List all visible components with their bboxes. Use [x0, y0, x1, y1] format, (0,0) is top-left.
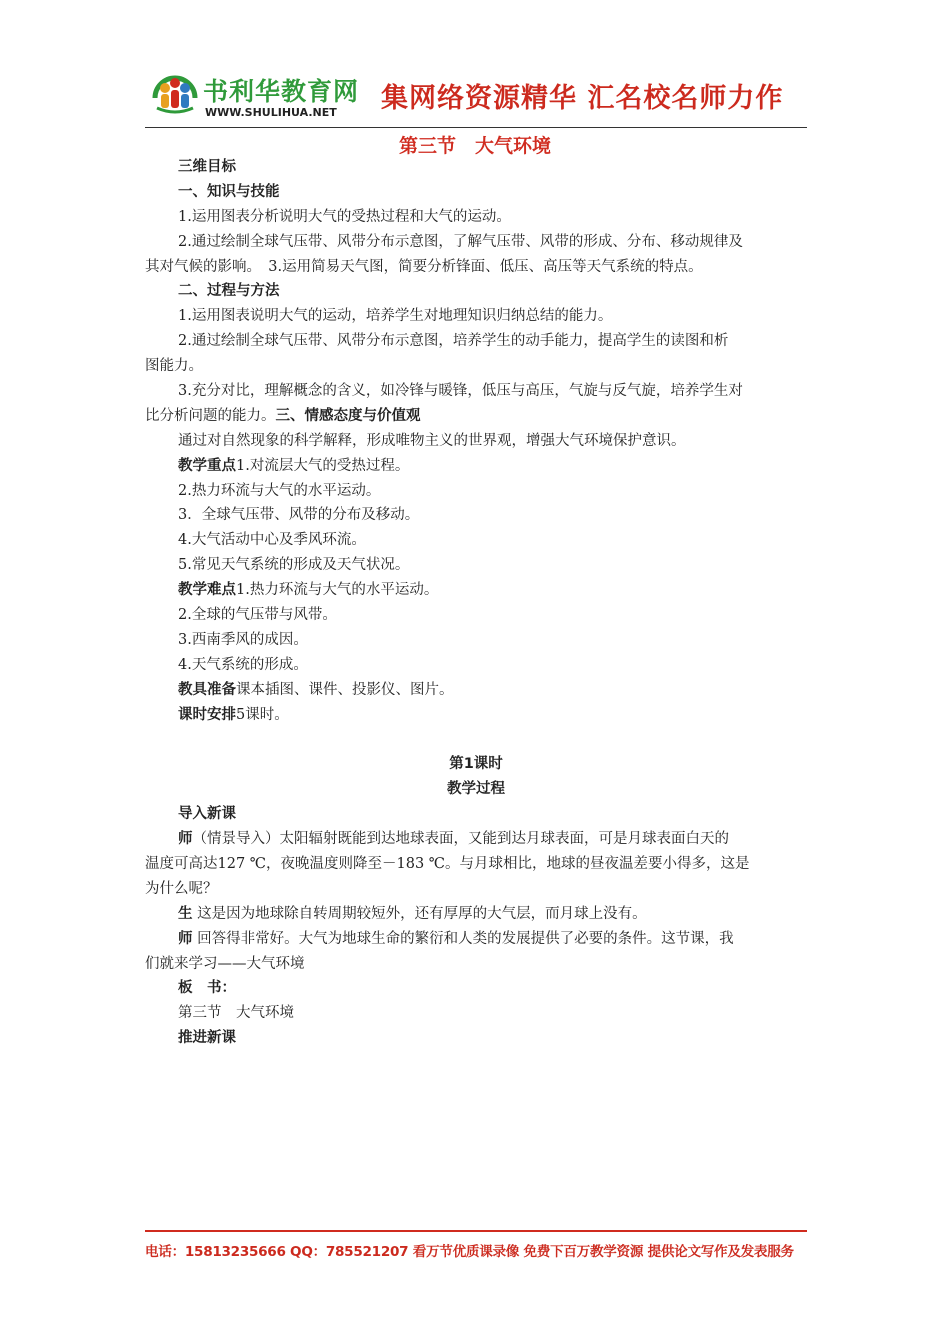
line-text: 2.全球的气压带与风带。: [178, 607, 337, 624]
footer-divider: [145, 1230, 807, 1232]
text-line: [145, 927, 807, 952]
bold-label: 推进新课: [178, 1030, 236, 1047]
text-line: [145, 603, 807, 628]
text-line: [145, 354, 807, 379]
line-text: 第三节 大气环境: [178, 1005, 294, 1022]
line-text: 课本插图、课件、投影仪、图片。: [236, 681, 454, 698]
line-text: 5.常见天气系统的形成及天气状况。: [178, 557, 410, 574]
line-text: 这是因为地球除自转周期较短外，还有厚厚的大气层，而月球上没有。: [192, 905, 647, 922]
bold-label: 教具准备: [178, 681, 236, 698]
line-text: 5课时。: [236, 706, 289, 723]
text-line: [145, 752, 807, 777]
text-line: [145, 279, 807, 304]
brand-url: WWW.SHULIHUA.NET: [205, 106, 337, 119]
text-line: [145, 304, 807, 329]
bold-label: 二、过程与方法: [178, 283, 280, 300]
text-line: [145, 628, 807, 653]
line-text: 2.通过绘制全球气压带、风带分布示意图，了解气压带、风带的形成、分布、移动规律及: [178, 233, 743, 250]
text-line: [145, 1026, 807, 1051]
text-line: [145, 777, 807, 802]
line-text: 1.运用图表说明大气的运动，培养学生对地理知识归纳总结的能力。: [178, 308, 613, 325]
line-text: 2.热力环流与大气的水平运动。: [178, 482, 381, 499]
text-line: [145, 1001, 807, 1026]
text-line: [145, 454, 807, 479]
text-line: [145, 553, 807, 578]
text-line: [145, 802, 807, 827]
text-line: [145, 703, 807, 728]
bold-label: 一、知识与技能: [178, 183, 280, 200]
bold-label: 教学重点: [178, 457, 236, 474]
text-line: [145, 429, 807, 454]
text-line: [145, 255, 807, 280]
line-text: 们就来学习——大气环境: [145, 955, 305, 972]
bold-label: 三、情感态度与价值观: [275, 407, 421, 424]
text-line: [145, 528, 807, 553]
bold-label: 师: [178, 831, 193, 848]
line-text: 比分析问题的能力。: [145, 407, 276, 424]
line-text: 4.大气活动中心及季风环流。: [178, 532, 366, 549]
bold-label: 第1课时: [449, 756, 503, 773]
text-line: [145, 155, 807, 180]
text-line: [145, 329, 807, 354]
page-footer: 电话：15813235666 QQ：785521207 看万节优质课录像 免费下百万教学资源 提供论文写作及发表服务: [145, 1244, 794, 1260]
bold-label: 课时安排: [178, 706, 236, 723]
document-body: [145, 155, 807, 1051]
text-line: [145, 180, 807, 205]
line-text: 3.充分对比，理解概念的含义，如冷锋与暖锋，低压与高压，气旋与反气旋，培养学生对: [178, 383, 743, 400]
text-line: [145, 404, 807, 429]
text-line: [145, 852, 807, 877]
line-text: 3.西南季风的成因。: [178, 631, 308, 648]
line-text: 1.对流层大气的受热过程。: [236, 457, 410, 474]
brand-name: 书利华教育网: [203, 77, 360, 106]
bold-label: 教学过程: [447, 781, 505, 798]
text-line: [145, 379, 807, 404]
line-text: 2.通过绘制全球气压带、风带分布示意图，培养学生的动手能力，提高学生的读图和析: [178, 333, 729, 350]
bold-label: 教学难点: [178, 582, 236, 599]
text-line: [145, 230, 807, 255]
text-line: [145, 952, 807, 977]
bold-label: 板 书：: [178, 980, 236, 997]
text-line: [145, 877, 807, 902]
line-text: 1.热力环流与大气的水平运动。: [236, 582, 439, 599]
text-line: [145, 902, 807, 927]
line-text: 1.运用图表分析说明大气的受热过程和大气的运动。: [178, 208, 511, 225]
logo-icon: [151, 68, 199, 116]
text-line: [145, 976, 807, 1001]
bold-label: 生: [178, 905, 193, 922]
line-text: 为什么呢？: [145, 880, 218, 897]
page-header: [145, 62, 807, 128]
line-text: 4.天气系统的形成。: [178, 656, 308, 673]
bold-label: 导入新课: [178, 806, 236, 823]
text-line: [145, 479, 807, 504]
line-text: （情景导入）太阳辐射既能到达地球表面，又能到达月球表面，可是月球表面白天的: [192, 831, 729, 848]
bold-label: 三维目标: [178, 159, 236, 175]
line-text: 其对气候的影响。 3.运用简易天气图，简要分析锋面、低压、高压等天气系统的特点。: [145, 258, 703, 275]
line-text: 回答得非常好。大气为地球生命的繁衍和人类的发展提供了必要的条件。这节课，我: [192, 930, 734, 947]
text-line: [145, 503, 807, 528]
text-line: [145, 578, 807, 603]
line-text: 3．全球气压带、风带的分布及移动。: [178, 507, 420, 524]
header-slogan: 集网络资源精华 汇名校名师力作: [381, 83, 784, 114]
bold-label: 师: [178, 930, 193, 947]
text-line: [145, 653, 807, 678]
text-line: [145, 827, 807, 852]
line-text: 图能力。: [145, 358, 203, 375]
text-line: [145, 727, 807, 752]
page-title: 第三节 大气环境: [398, 135, 551, 157]
header-divider: [145, 127, 807, 128]
text-line: [145, 205, 807, 230]
line-text: 温度可高达127 ℃，夜晚温度则降至－183 ℃。与月球相比，地球的昼夜温差要小得多，这是: [145, 855, 750, 872]
line-text: 通过对自然现象的科学解释，形成唯物主义的世界观，增强大气环境保护意识。: [178, 432, 686, 449]
text-line: [145, 678, 807, 703]
